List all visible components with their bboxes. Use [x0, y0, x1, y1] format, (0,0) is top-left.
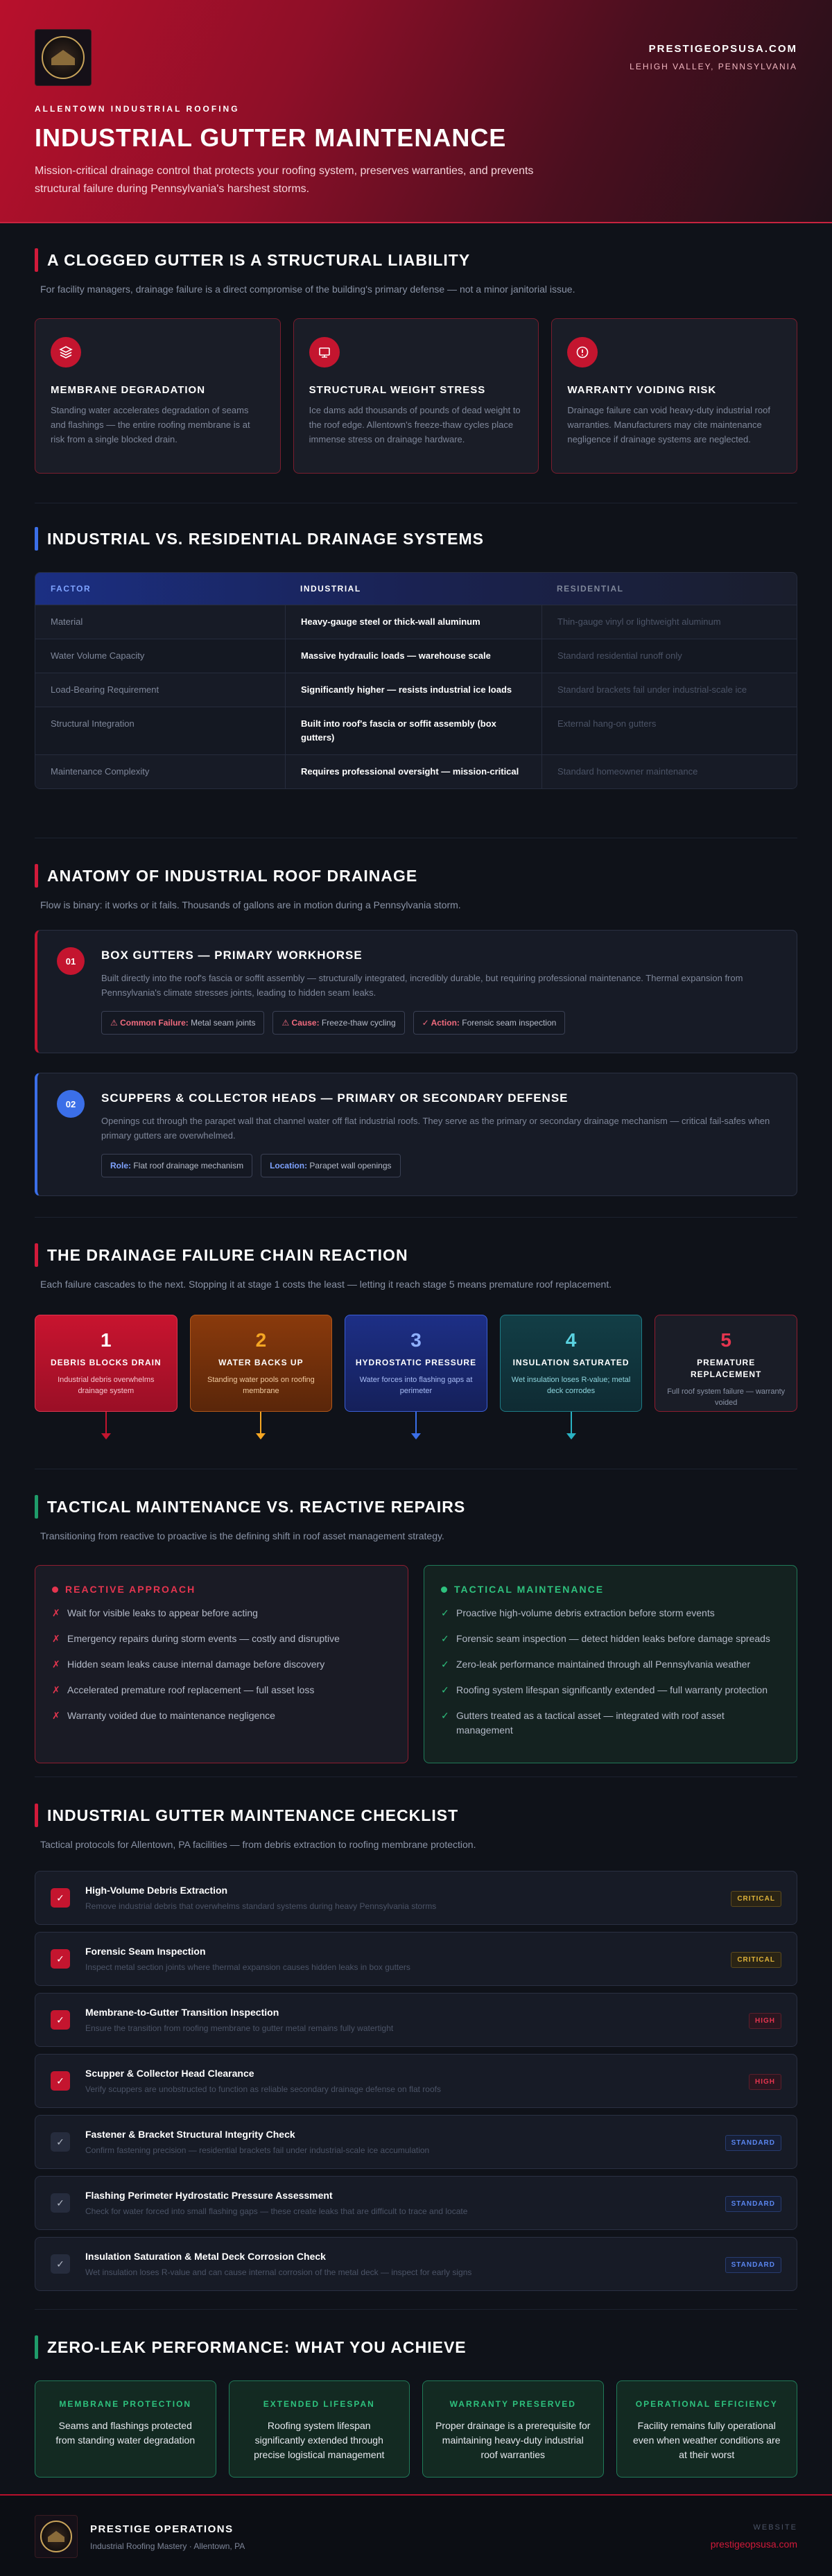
list-item — [441, 1657, 780, 1672]
checklist-item[interactable] — [35, 2115, 797, 2169]
step-number: 01 — [57, 947, 85, 975]
result-card — [35, 2380, 216, 2478]
cell-industrial: Heavy-gauge steel or thick-wall aluminum — [285, 605, 541, 639]
page-title: INDUSTRIAL GUTTER MAINTENANCE — [35, 123, 507, 152]
chain-stage — [655, 1315, 797, 1412]
tag — [261, 1154, 400, 1177]
checkbox-icon[interactable]: ✓ — [51, 2010, 70, 2030]
tag-label: ⚠ Cause: — [281, 1018, 320, 1028]
anatomy-card — [35, 1073, 797, 1196]
comparison-table — [35, 572, 797, 789]
result-text: Seams and flashings protected from standing water degradation — [55, 2420, 196, 2446]
checklist-item[interactable] — [35, 2237, 797, 2291]
cell-industrial: Built into roof's fascia or soffit assembly (box gutters) — [285, 707, 541, 754]
stage-box — [190, 1315, 333, 1412]
stage-box — [345, 1315, 487, 1412]
section-subtitle: For facility managers, drainage failure is a direct compromise of the building's primary defense — not a minor janitorial issue. — [40, 284, 575, 295]
tag — [101, 1154, 252, 1177]
table-row — [35, 639, 797, 673]
footer-logo — [35, 2515, 78, 2558]
card-text: Standing water accelerates degradation of seams and flashings — the entire roofing membrane is at risk from a single blocked drain. — [51, 405, 250, 444]
cell-residential: Standard homeowner maintenance — [541, 755, 797, 788]
checklist-item[interactable] — [35, 2176, 797, 2230]
checklist-body — [85, 1885, 436, 1911]
column-header-industrial: INDUSTRIAL — [300, 584, 361, 594]
list-item-text: Forensic seam inspection — detect hidden leaks before damage spreads — [456, 1633, 770, 1644]
table-row — [35, 754, 797, 788]
checklist-desc: Remove industrial debris that overwhelms standard systems during heavy Pennsylvania storms — [85, 1901, 437, 1911]
site-url[interactable]: PRESTIGEOPSUSA.COM — [648, 43, 797, 55]
section-checklist — [35, 1806, 797, 2298]
anatomy-text: Built directly into the roof's fascia or soffit assembly — structurally integrated, incredibly durable, but requiring professional maintenance. Thermal expansion from Pennsylvania's climate stresses joints, leading to hidden seam leaks. — [101, 973, 743, 998]
chain-stage — [35, 1315, 177, 1412]
layers-icon — [51, 337, 81, 368]
cell-industrial: Significantly higher — resists industrial ice loads — [285, 673, 541, 707]
checklist-title: Membrane-to-Gutter Transition Inspection — [85, 2007, 279, 2018]
footer-tagline: Industrial Roofing Mastery · Allentown, PA — [90, 2541, 245, 2551]
result-text: Facility remains fully operational even when weather conditions are at their worst — [633, 2420, 781, 2460]
section-subtitle: Transitioning from reactive to proactive is the defining shift in roof asset management strategy. — [40, 1530, 444, 1541]
footer-website-link[interactable]: prestigeopsusa.com — [710, 2539, 797, 2550]
list-item-text: Wait for visible leaks to appear before acting — [67, 1607, 258, 1618]
section-comparison — [35, 530, 797, 789]
result-card — [229, 2380, 410, 2478]
result-text: Roofing system lifespan significantly extended through precise logistical management — [254, 2420, 385, 2460]
section-title: INDUSTRIAL VS. RESIDENTIAL DRAINAGE SYSTEMS — [35, 530, 797, 548]
tag-value: Parapet wall openings — [307, 1161, 392, 1170]
checklist-body — [85, 2007, 393, 2033]
priority-badge: CRITICAL — [731, 1891, 781, 1907]
check-mark-icon: ✓ — [441, 1659, 449, 1670]
column-header-residential: RESIDENTIAL — [557, 584, 624, 594]
stage-box — [35, 1315, 177, 1412]
alert-icon — [567, 337, 598, 368]
x-mark-icon: ✗ — [52, 1710, 60, 1721]
cell-residential: Standard residential runoff only — [541, 639, 797, 673]
list-item — [441, 1683, 780, 1697]
tag — [272, 1011, 404, 1035]
tag-value: Freeze-thaw cycling — [319, 1018, 396, 1028]
priority-badge: HIGH — [749, 2013, 781, 2029]
section-title: ANATOMY OF INDUSTRIAL ROOF DRAINAGE — [35, 867, 797, 885]
stage-number: 5 — [720, 1329, 731, 1351]
problem-card — [35, 318, 281, 474]
checklist-title: Insulation Saturation & Metal Deck Corrosion Check — [85, 2251, 326, 2262]
list-item-text: Hidden seam leaks cause internal damage before discovery — [67, 1659, 325, 1670]
x-mark-icon: ✗ — [52, 1684, 60, 1695]
company-logo — [35, 29, 92, 86]
card-title: MEMBRANE DEGRADATION — [51, 384, 206, 396]
checklist — [35, 1871, 797, 2291]
stage-number: 4 — [565, 1329, 577, 1351]
list-item — [441, 1606, 780, 1620]
priority-badge: CRITICAL — [731, 1952, 781, 1968]
cell-residential: External hang-on gutters — [541, 707, 797, 754]
checkbox-icon[interactable]: ✓ — [51, 2132, 70, 2152]
stage-text: Full roof system failure — warranty voided — [667, 1388, 786, 1407]
status-dot-icon — [441, 1587, 447, 1593]
monitor-icon — [309, 337, 340, 368]
checklist-body — [85, 1946, 410, 1972]
tag-label: ⚠ Common Failure: — [110, 1018, 189, 1028]
check-mark-icon: ✓ — [441, 1633, 449, 1644]
list-item — [441, 1709, 780, 1738]
checkbox-icon[interactable]: ✓ — [51, 2193, 70, 2213]
checklist-item[interactable] — [35, 1993, 797, 2047]
section-subtitle: Tactical protocols for Allentown, PA facilities — from debris extraction to roofing membrane protection. — [40, 1839, 476, 1850]
checklist-desc: Ensure the transition from roofing membrane to gutter metal remains fully watertight — [85, 2023, 394, 2033]
cell-factor: Water Volume Capacity — [51, 650, 145, 661]
problem-cards — [35, 318, 797, 474]
stage-label: PREMATURE REPLACEMENT — [691, 1358, 762, 1379]
table-row — [35, 673, 797, 707]
problem-card — [551, 318, 797, 474]
list-item-text: Proactive high-volume debris extraction before storm events — [456, 1607, 715, 1618]
checklist-body — [85, 2129, 429, 2155]
list-item-text: Warranty voided due to maintenance negligence — [67, 1710, 275, 1721]
stage-text: Standing water pools on roofing membrane — [207, 1376, 315, 1395]
anatomy-title: SCUPPERS & COLLECTOR HEADS — PRIMARY OR SECONDARY DEFENSE — [101, 1091, 569, 1105]
checklist-title: High-Volume Debris Extraction — [85, 1885, 228, 1896]
stage-text: Industrial debris overwhelms drainage system — [58, 1376, 155, 1395]
reactive-heading — [52, 1584, 391, 1595]
x-mark-icon: ✗ — [52, 1633, 60, 1644]
tag-list — [101, 1154, 776, 1177]
location: LEHIGH VALLEY, PENNSYLVANIA — [630, 62, 797, 71]
checkbox-icon[interactable]: ✓ — [51, 1949, 70, 1969]
checklist-desc: Confirm fastening precision — residential brackets fail under industrial-scale ice accumulation — [85, 2145, 430, 2155]
checkbox-icon[interactable]: ✓ — [51, 1888, 70, 1908]
checklist-desc: Check for water forced into small flashing gaps — these create leaks that are difficult to trace and locate — [85, 2206, 468, 2216]
step-number: 02 — [57, 1090, 85, 1118]
card-title: STRUCTURAL WEIGHT STRESS — [309, 384, 486, 396]
stage-text: Water forces into flashing gaps at perimeter — [359, 1376, 473, 1395]
table-body — [35, 605, 797, 788]
x-mark-icon: ✗ — [52, 1607, 60, 1618]
section-title: THE DRAINAGE FAILURE CHAIN REACTION — [35, 1246, 797, 1265]
checkbox-icon[interactable]: ✓ — [51, 2071, 70, 2091]
chain-stage — [345, 1315, 487, 1412]
priority-badge: STANDARD — [725, 2196, 781, 2212]
reactive-list — [52, 1606, 391, 1723]
list-item — [441, 1632, 780, 1646]
tactical-comparison — [35, 1565, 797, 1763]
tag-label: ✓ Action: — [422, 1018, 460, 1028]
section-divider — [35, 1217, 797, 1218]
hero-contact — [630, 43, 797, 71]
stage-text: Wet insulation loses R-value; metal deck corrodes — [511, 1376, 631, 1395]
chain-stage — [190, 1315, 333, 1412]
cell-residential: Standard brackets fail under industrial-scale ice — [541, 673, 797, 707]
checklist-desc: Wet insulation loses R-value and can cause internal corrosion of the metal deck — inspect for early signs — [85, 2267, 472, 2277]
stage-number: 3 — [410, 1329, 422, 1351]
list-item-text: Zero-leak performance maintained through all Pennsylvania weather — [456, 1659, 751, 1670]
table-row — [35, 605, 797, 639]
section-tactical — [35, 1498, 797, 1763]
section-title: A CLOGGED GUTTER IS A STRUCTURAL LIABILITY — [35, 251, 797, 270]
table-row — [35, 707, 797, 754]
footer — [0, 2494, 832, 2576]
proactive-heading-label: TACTICAL MAINTENANCE — [454, 1584, 605, 1595]
anatomy-cards — [35, 930, 797, 1196]
section-title: ZERO-LEAK PERFORMANCE: WHAT YOU ACHIEVE — [35, 2338, 797, 2357]
tag — [101, 1011, 264, 1035]
cell-factor: Load-Bearing Requirement — [51, 684, 159, 695]
checklist-body — [85, 2068, 441, 2094]
cell-industrial: Requires professional oversight — mission-critical — [285, 755, 541, 788]
checklist-body — [85, 2251, 471, 2277]
anatomy-text: Openings cut through the parapet wall that channel water off flat industrial roofs. They serve as the primary or secondary drainage mechanism — critical fail-safes when primary gutters are overwhelmed. — [101, 1116, 770, 1141]
anatomy-title: BOX GUTTERS — PRIMARY WORKHORSE — [101, 949, 363, 962]
checklist-item[interactable] — [35, 1871, 797, 1925]
check-mark-icon: ✓ — [441, 1710, 449, 1721]
checkbox-icon[interactable]: ✓ — [51, 2254, 70, 2274]
checklist-item[interactable] — [35, 2054, 797, 2108]
result-card — [422, 2380, 604, 2478]
list-item-text: Gutters treated as a tactical asset — integrated with roof asset management — [456, 1710, 725, 1736]
priority-badge: STANDARD — [725, 2135, 781, 2151]
list-item — [52, 1683, 391, 1697]
card-text: Drainage failure can void heavy-duty industrial roof warranties. Manufacturers may cite maintenance negligence if drainage systems are neglected. — [567, 405, 771, 444]
tag-label: Location: — [270, 1161, 308, 1170]
tag-value: Flat roof drainage mechanism — [131, 1161, 244, 1170]
hero-kicker: ALLENTOWN INDUSTRIAL ROOFING — [35, 104, 240, 114]
problem-card — [293, 318, 539, 474]
arrow-down-icon — [105, 1412, 107, 1435]
list-item — [52, 1709, 391, 1723]
checklist-title: Forensic Seam Inspection — [85, 1946, 206, 1957]
stage-number: 1 — [101, 1329, 112, 1351]
reactive-panel — [35, 1565, 408, 1763]
proactive-panel — [424, 1565, 797, 1763]
status-dot-icon — [52, 1587, 58, 1593]
section-chain — [35, 1246, 797, 1412]
result-text: Proper drainage is a prerequisite for maintaining heavy-duty industrial roof warranties — [435, 2420, 591, 2460]
checklist-desc: Verify scuppers are unobstructed to function as reliable secondary drainage defense on flat roofs — [85, 2084, 441, 2094]
checklist-title: Scupper & Collector Head Clearance — [85, 2068, 254, 2079]
checklist-body — [85, 2190, 467, 2216]
tag-value: Metal seam joints — [188, 1018, 256, 1028]
check-mark-icon: ✓ — [441, 1684, 449, 1695]
checklist-item[interactable] — [35, 1932, 797, 1986]
tag-label: Role: — [110, 1161, 131, 1170]
list-item — [52, 1657, 391, 1672]
list-item-text: Accelerated premature roof replacement — full asset loss — [67, 1684, 315, 1695]
stage-label: INSULATION SATURATED — [512, 1358, 630, 1367]
cell-factor: Structural Integration — [51, 718, 135, 729]
check-mark-icon: ✓ — [441, 1607, 449, 1618]
section-divider — [35, 2309, 797, 2310]
arrow-down-icon — [260, 1412, 261, 1435]
list-item — [52, 1606, 391, 1620]
list-item — [52, 1632, 391, 1646]
footer-brand: PRESTIGE OPERATIONS — [90, 2523, 234, 2535]
section-subtitle: Flow is binary: it works or it fails. Thousands of gallons are in motion during a Pennsylvania storm. — [40, 899, 461, 910]
hero-header — [0, 0, 832, 223]
section-title: INDUSTRIAL GUTTER MAINTENANCE CHECKLIST — [35, 1806, 797, 1825]
checklist-title: Flashing Perimeter Hydrostatic Pressure Assessment — [85, 2190, 333, 2201]
anatomy-card — [35, 930, 797, 1053]
table-header — [35, 573, 797, 605]
priority-badge: HIGH — [749, 2074, 781, 2090]
proactive-heading — [441, 1584, 780, 1595]
reactive-heading-label: REACTIVE APPROACH — [65, 1584, 196, 1595]
tag-value: Forensic seam inspection — [459, 1018, 557, 1028]
cell-factor: Maintenance Complexity — [51, 766, 150, 777]
results-grid — [35, 2380, 797, 2478]
section-anatomy — [35, 867, 797, 1196]
stage-box — [655, 1315, 797, 1412]
proactive-list — [441, 1606, 780, 1738]
tag-list — [101, 1011, 776, 1035]
checklist-desc: Inspect metal section joints where thermal expansion causes hidden leaks in box gutters — [85, 1962, 410, 1972]
cell-factor: Material — [51, 616, 83, 627]
section-title: TACTICAL MAINTENANCE VS. REACTIVE REPAIRS — [35, 1498, 797, 1516]
priority-badge: STANDARD — [725, 2257, 781, 2273]
result-card — [616, 2380, 798, 2478]
result-title: WARRANTY PRESERVED — [449, 2399, 576, 2409]
checklist-title: Fastener & Bracket Structural Integrity Check — [85, 2129, 295, 2140]
stage-label: WATER BACKS UP — [218, 1358, 304, 1367]
cell-residential: Thin-gauge vinyl or lightweight aluminum — [541, 605, 797, 639]
arrow-down-icon — [571, 1412, 572, 1435]
hero-subtitle: Mission-critical drainage control that protects your roofing system, preserves warranties, and prevents structural failure during Pennsylvania's harshest storms. — [35, 165, 534, 195]
stage-label: DEBRIS BLOCKS DRAIN — [50, 1358, 162, 1367]
stage-label: HYDROSTATIC PRESSURE — [355, 1358, 477, 1367]
result-title: OPERATIONAL EFFICIENCY — [635, 2399, 778, 2409]
arrow-down-icon — [415, 1412, 417, 1435]
section-results — [35, 2338, 797, 2478]
section-subtitle: Each failure cascades to the next. Stopping it at stage 1 costs the least — letting it reach stage 5 means premature roof replacement. — [40, 1279, 612, 1290]
result-title: MEMBRANE PROTECTION — [59, 2399, 192, 2409]
x-mark-icon: ✗ — [52, 1659, 60, 1670]
column-header-factor: FACTOR — [51, 584, 92, 594]
failure-chain — [35, 1315, 797, 1412]
stage-box — [500, 1315, 643, 1412]
cell-industrial: Massive hydraulic loads — warehouse scale — [285, 639, 541, 673]
footer-website-label: WEBSITE — [753, 2523, 797, 2532]
tag — [413, 1011, 566, 1035]
list-item-text: Roofing system lifespan significantly extended — full warranty protection — [456, 1684, 768, 1695]
card-text: Ice dams add thousands of pounds of dead weight to the roof edge. Allentown's freeze-thaw cycles place immense stress on drainage hardware. — [309, 405, 521, 444]
result-title: EXTENDED LIFESPAN — [263, 2399, 375, 2409]
card-title: WARRANTY VOIDING RISK — [567, 384, 717, 396]
stage-number: 2 — [255, 1329, 267, 1351]
chain-stage — [500, 1315, 643, 1412]
section-problem — [35, 251, 797, 474]
list-item-text: Emergency repairs during storm events — costly and disruptive — [67, 1633, 340, 1644]
